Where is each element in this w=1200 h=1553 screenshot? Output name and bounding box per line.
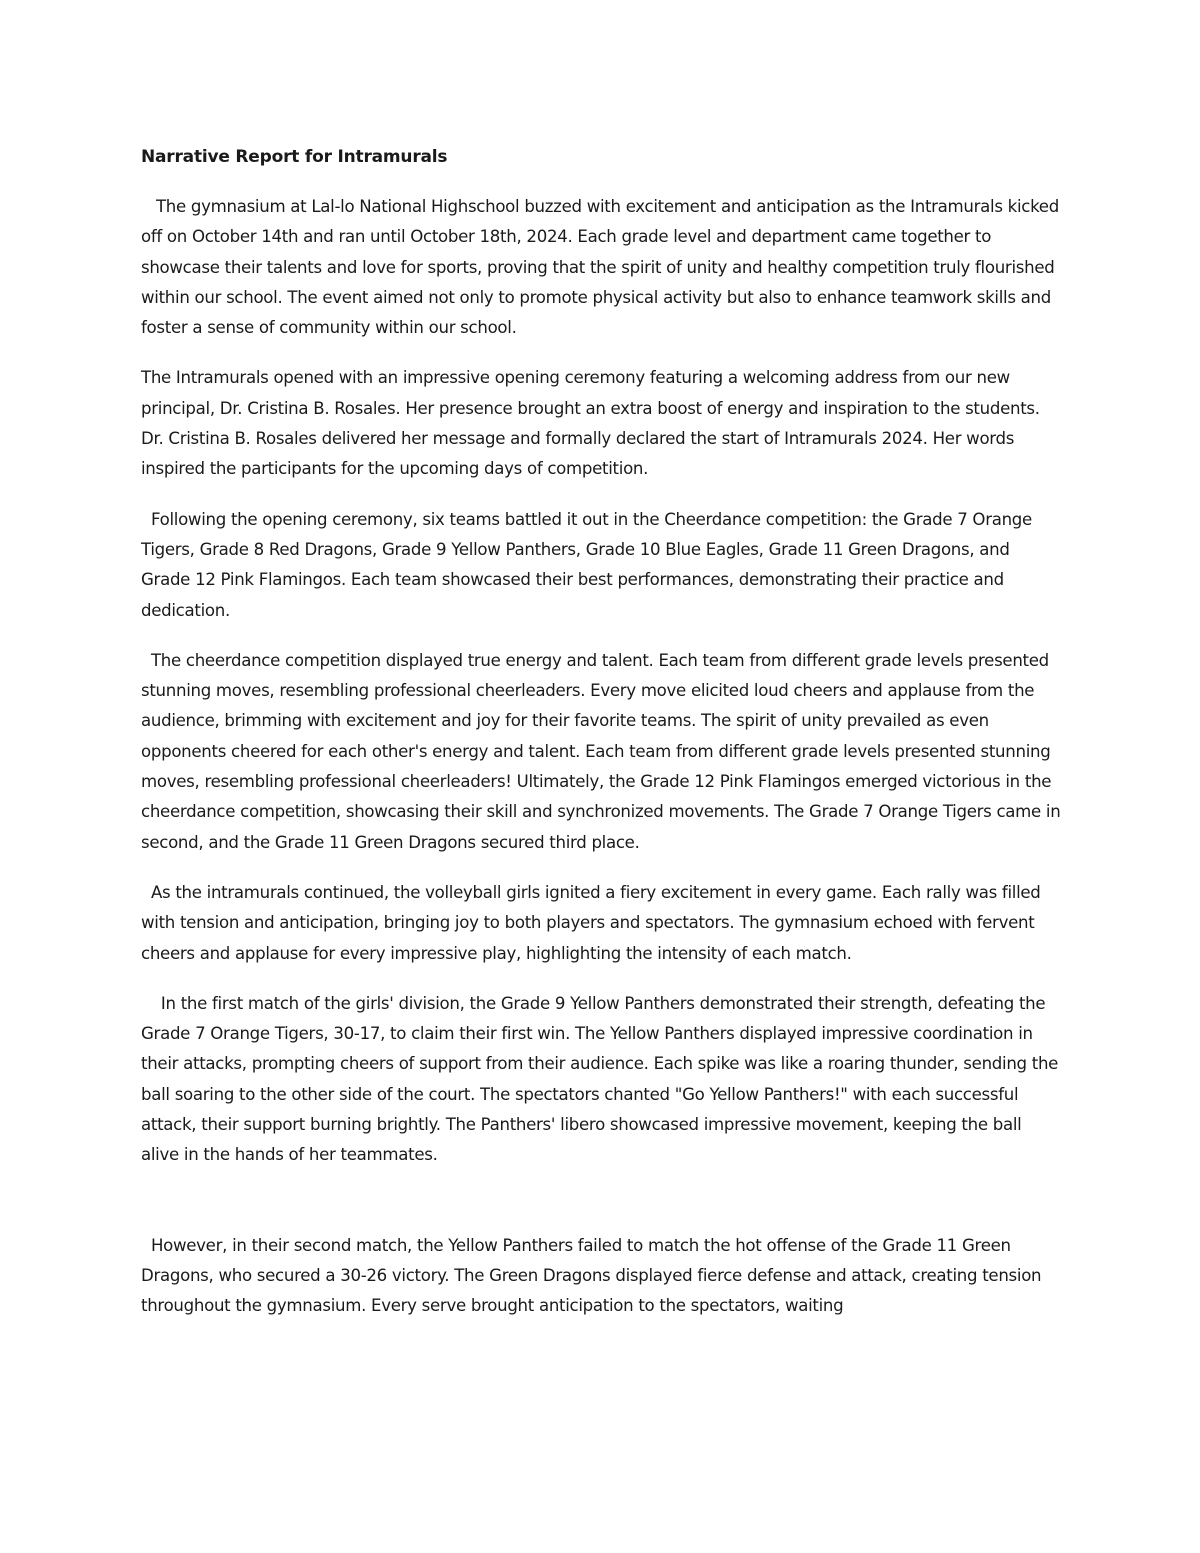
paragraph-volleyball-intro: As the intramurals continued, the volleyball girls ignited a fiery excitement in every game. Each rally was filled with tension and anticipation, bringing joy to both players and spectators. The gymnasium echoed with fervent cheers and applause for every impressive play, highlighting the intensity of each match.: [141, 882, 1046, 963]
document-body: [141, 142, 1066, 1342]
paragraph-second-match: However, in their second match, the Yellow Panthers failed to match the hot offense of the Grade 11 Green Dragons, who secured a 30-26 victory. The Green Dragons displayed fierce defense and attack, creating tension throughout the gymnasium. Every serve brought anticipation to the spectators, waiting: [141, 1235, 1047, 1316]
paragraph-cheerdance-teams: Following the opening ceremony, six teams battled it out in the Cheerdance competition: the Grade 7 Orange Tigers, Grade 8 Red Dragons, Grade 9 Yellow Panthers, Grade 10 Blue Eagles, Grade 11 Green Dragons, and Grade 12 Pink Flamingos. Each team showcased their best performances, demonstrating their practice and dedication.: [141, 509, 1037, 620]
paragraph-intro: The gymnasium at Lal-lo National Highschool buzzed with excitement and anticipation as the Intramurals kicked off on October 14th and ran until October 18th, 2024. Each grade level and department came together to showcase their talents and love for sports, proving that the spirit of unity and healthy competition truly flourished within our school. The event aimed not only to promote physical activity but also to enhance teamwork skills and foster a sense of community within our school.: [141, 197, 1064, 338]
blank-line-spacer: [141, 1191, 1061, 1231]
paragraph-first-match: In the first match of the girls' division, the Grade 9 Yellow Panthers demonstrated their strength, defeating the Grade 7 Orange Tigers, 30-17, to claim their first win. The Yellow Panthers displayed impressive coordination in their attacks, prompting cheers of support from their audience. Each spike was like a roaring thunder, sending the ball soaring to the other side of the court. The spectators chanted "Go Yellow Panthers!" with each successful attack, their support burning brightly. The Panthers' libero showcased impressive movement, keeping the ball alive in the hands of her teammates.: [141, 993, 1064, 1165]
paragraph-opening-ceremony: The Intramurals opened with an impressive opening ceremony featuring a welcoming address from our new principal, Dr. Cristina B. Rosales. Her presence brought an extra boost of energy and inspiration to the students. Dr. Cristina B. Rosales delivered her message and formally declared the start of Intramurals 2024. Her words inspired the participants for the upcoming days of competition.: [141, 368, 1040, 479]
document-title: Narrative Report for Intramurals: [141, 147, 448, 167]
paragraph-cheerdance-results: The cheerdance competition displayed true energy and talent. Each team from different grade levels presented stunning moves, resembling professional cheerleaders. Every move elicited loud cheers and applause from the audience, brimming with excitement and joy for their favorite teams. The spirit of unity prevailed as even opponents cheered for each other's energy and talent. Each team from different grade levels presented stunning moves, resembling professional cheerleaders! Ultimately, the Grade 12 Pink Flamingos emerged victorious in the cheerdance competition, showcasing their skill and synchronized movements. The Grade 7 Orange Tigers came in second, and the Grade 11 Green Dragons secured third place.: [141, 650, 1066, 852]
